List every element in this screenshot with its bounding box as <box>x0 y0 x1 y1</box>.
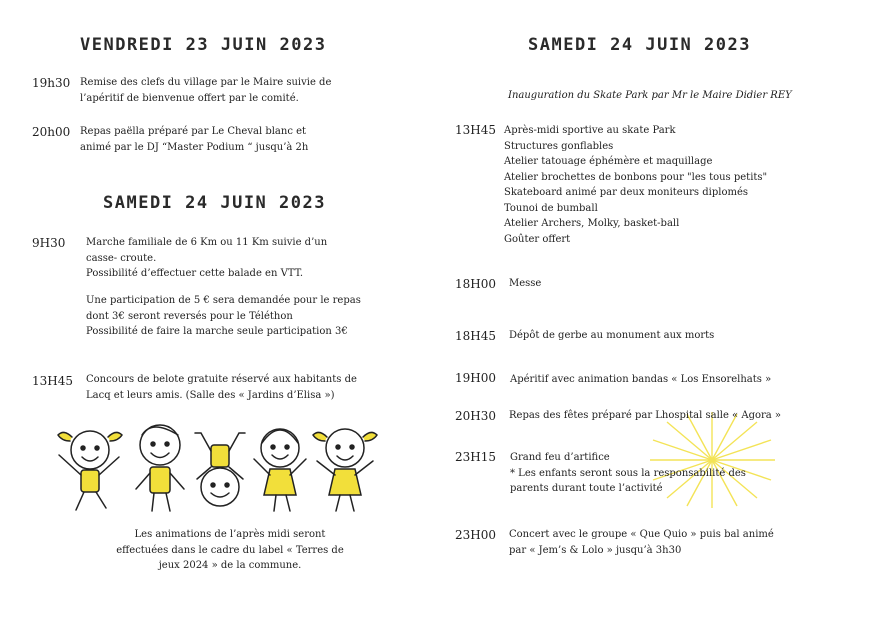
event-time: 20H30 <box>455 409 497 423</box>
event-description <box>80 75 331 106</box>
child-figure-2 <box>136 425 184 511</box>
event-description <box>86 372 357 403</box>
note-line: jeux 2024 » de la commune. <box>158 560 302 571</box>
event-description <box>80 124 308 155</box>
child-figure-1 <box>58 431 122 510</box>
event-line: Une participation de 5 € sera demandée pour le repas <box>86 295 361 306</box>
event-line: parents durant toute l’activité <box>510 483 663 494</box>
inauguration-subtitle: Inauguration du Skate Park par Mr le Maire Didier REY <box>508 90 792 101</box>
event-line: Grand feu d’artifice <box>510 452 610 463</box>
event-line: dont 3€ seront reversés pour le Téléthon <box>86 310 293 322</box>
event-description <box>510 450 746 497</box>
event-description <box>510 372 771 388</box>
event-line: Goûter offert <box>504 233 571 245</box>
event-line: Repas paëlla préparé par Le Cheval blanc et <box>80 126 307 137</box>
child-figure-4 <box>254 429 306 511</box>
event-line: Remise des clefs du village par le Maire suivie de <box>80 77 332 88</box>
event-line: Skateboard animé par deux moniteurs diplomés <box>504 187 748 198</box>
event-line: Structures gonflables <box>504 140 614 152</box>
event-line: Tounoi de bumball <box>504 202 598 214</box>
event-description <box>86 235 327 282</box>
friday-title: VENDREDI 23 JUIN 2023 <box>80 35 327 55</box>
event-time: 13H45 <box>32 374 74 388</box>
event-line: par « Jem’s & Lolo » jusqu’à 3h30 <box>509 544 682 556</box>
event-line: Atelier Archers, Molky, basket-ball <box>504 218 680 229</box>
child-figure-3 <box>195 433 245 506</box>
event-description <box>509 408 781 424</box>
event-line: Apéritif avec animation bandas « Los Ensorelhats » <box>510 374 772 385</box>
event-line: Après-midi sportive au skate Park <box>504 125 676 136</box>
event-line: Atelier brochettes de bonbons pour "les tous petits" <box>504 171 768 183</box>
event-time: 18H00 <box>455 277 497 291</box>
event-line: * Les enfants seront sous la responsabilité des <box>510 467 746 479</box>
event-description <box>86 293 361 340</box>
event-description <box>509 328 714 344</box>
event-line: Atelier tatouage éphémère et maquillage <box>504 156 713 167</box>
event-time: 19h30 <box>32 76 71 90</box>
event-line: Possibilité de faire la marche seule participation 3€ <box>86 326 348 337</box>
event-line: Messe <box>509 278 542 289</box>
event-time: 19H00 <box>455 371 497 385</box>
event-time: 13H45 <box>455 123 497 137</box>
event-description <box>509 276 541 292</box>
event-time: 18H45 <box>455 329 497 343</box>
event-line: l’apéritif de bienvenue offert par le comité. <box>80 92 299 104</box>
event-line: Lacq et leurs amis. (Salle des « Jardins d’Elisa ») <box>86 389 335 401</box>
event-line: Possibilité d’effectuer cette balade en VTT. <box>86 268 304 279</box>
event-description <box>509 527 774 558</box>
event-line: Concert avec le groupe « Que Quio » puis bal animé <box>509 529 774 540</box>
children-cartoon-icon <box>40 415 400 515</box>
event-line: animé par le DJ “Master Podium “ jusqu’à 2h <box>80 141 309 153</box>
note-line: Les animations de l’après midi seront <box>134 529 326 540</box>
event-line: Marche familiale de 6 Km ou 11 Km suivie d’un <box>86 237 328 248</box>
event-time: 23H15 <box>455 450 497 464</box>
event-line: Dépôt de gerbe au monument aux morts <box>509 330 715 341</box>
event-description <box>504 123 767 247</box>
event-time: 20h00 <box>32 125 71 139</box>
event-line: Repas des fêtes préparé par Lhospital salle « Agora » <box>509 410 782 421</box>
event-time: 9H30 <box>32 236 66 250</box>
event-line: casse- croute. <box>86 252 157 264</box>
afternoon-note <box>100 527 360 574</box>
note-line: effectuées dans le cadre du label « Terres de <box>116 544 344 556</box>
event-time: 23H00 <box>455 528 497 542</box>
event-line: Concours de belote gratuite réservé aux habitants de <box>86 374 357 385</box>
saturday-right-title: SAMEDI 24 JUIN 2023 <box>528 35 751 55</box>
child-figure-5 <box>313 429 377 511</box>
saturday-title: SAMEDI 24 JUIN 2023 <box>103 193 326 213</box>
